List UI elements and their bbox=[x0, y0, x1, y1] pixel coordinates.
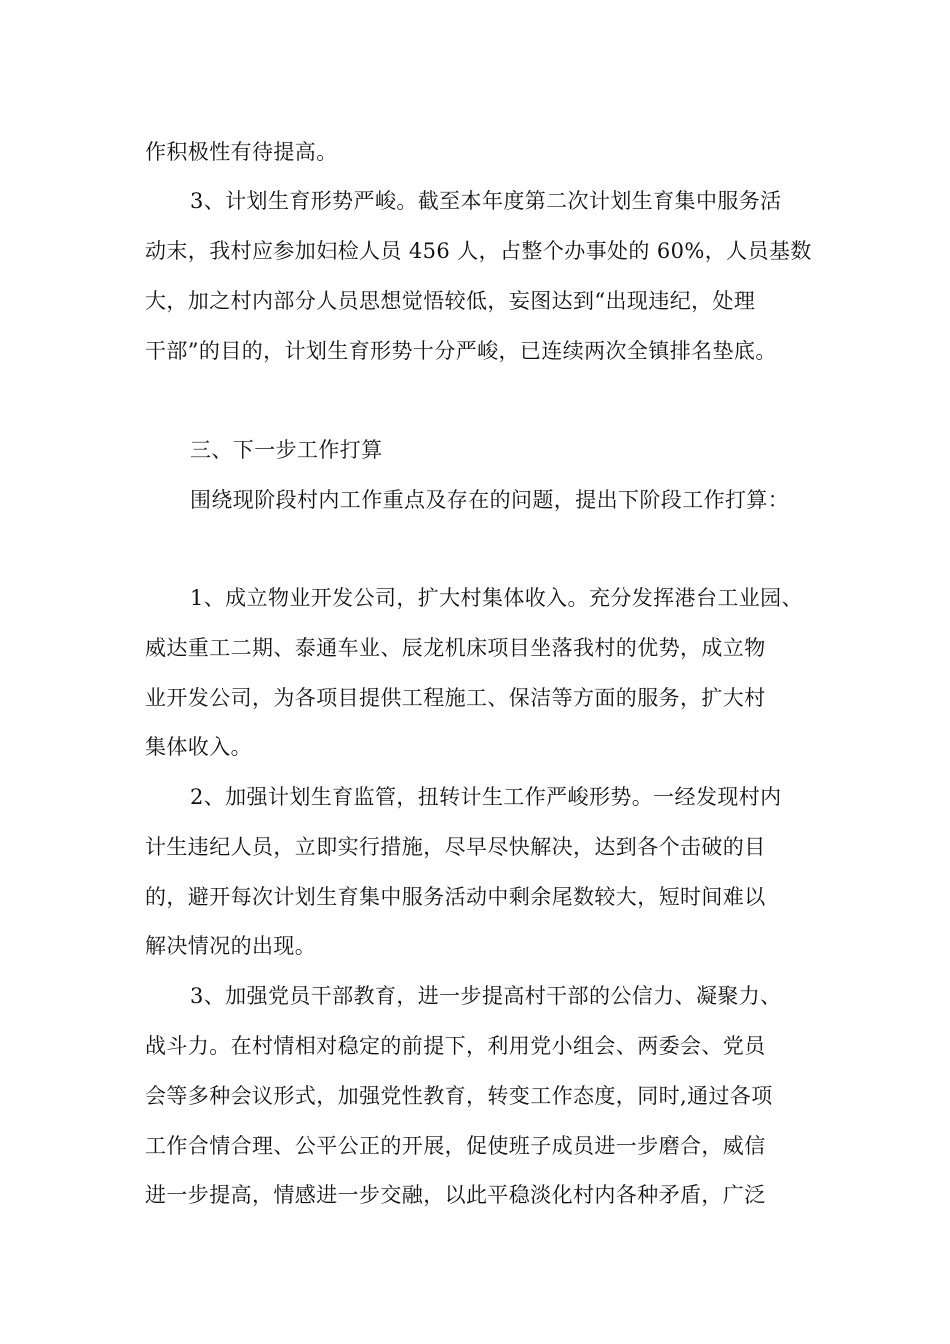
paragraph-line: 的，避开每次计划生育集中服务活动中剩余尾数较大，短时间难以 bbox=[145, 885, 766, 909]
paragraph-line: 计生违纪人员，立即实行措施，尽早尽快解决，达到各个击破的目 bbox=[145, 835, 766, 859]
paragraph-line: 2、加强计划生育监管，扭转计生工作严峻形势。一经发现村内 bbox=[190, 785, 782, 809]
paragraph-line: 进一步提高，情感进一步交融，以此平稳淡化村内各种矛盾，广泛 bbox=[145, 1183, 766, 1207]
paragraph-line: 业开发公司，为各项目提供工程施工、保洁等方面的服务，扩大村 bbox=[145, 686, 766, 710]
paragraph-line: 作积极性有待提高。 bbox=[145, 140, 338, 164]
section-heading: 三、下一步工作打算 bbox=[190, 438, 383, 462]
paragraph-line: 大，加之村内部分人员思想觉悟较低，妄图达到“出现违纪，处理 bbox=[145, 289, 756, 313]
paragraph-line: 3、加强党员干部教育，进一步提高村干部的公信力、凝聚力、 bbox=[190, 984, 782, 1008]
paragraph-line: 威达重工二期、泰通车业、辰龙机床项目坐落我村的优势，成立物 bbox=[145, 636, 766, 660]
paragraph-line: 动末，我村应参加妇检人员 456 人，占整个办事处的 60%，人员基数 bbox=[145, 239, 812, 263]
paragraph-line: 1、成立物业开发公司，扩大村集体收入。充分发挥港台工业园、 bbox=[190, 586, 803, 610]
paragraph-line: 会等多种会议形式，加强党性教育，转变工作态度，同时,通过各项 bbox=[145, 1084, 773, 1108]
paragraph-line: 干部”的目的，计划生育形势十分严峻，已连续两次全镇排名垫底。 bbox=[145, 339, 777, 363]
paragraph-line: 解决情况的出现。 bbox=[145, 934, 317, 958]
paragraph-line: 工作合情合理、公平公正的开展，促使班子成员进一步磨合，威信 bbox=[145, 1134, 766, 1158]
paragraph-line: 集体收入。 bbox=[145, 735, 252, 759]
paragraph-line: 3、计划生育形势严峻。截至本年度第二次计划生育集中服务活 bbox=[190, 189, 782, 213]
paragraph-line: 战斗力。在村情相对稳定的前提下，利用党小组会、两委会、党员 bbox=[145, 1034, 766, 1058]
section-intro: 围绕现阶段村内工作重点及存在的问题，提出下阶段工作打算： bbox=[190, 488, 790, 512]
